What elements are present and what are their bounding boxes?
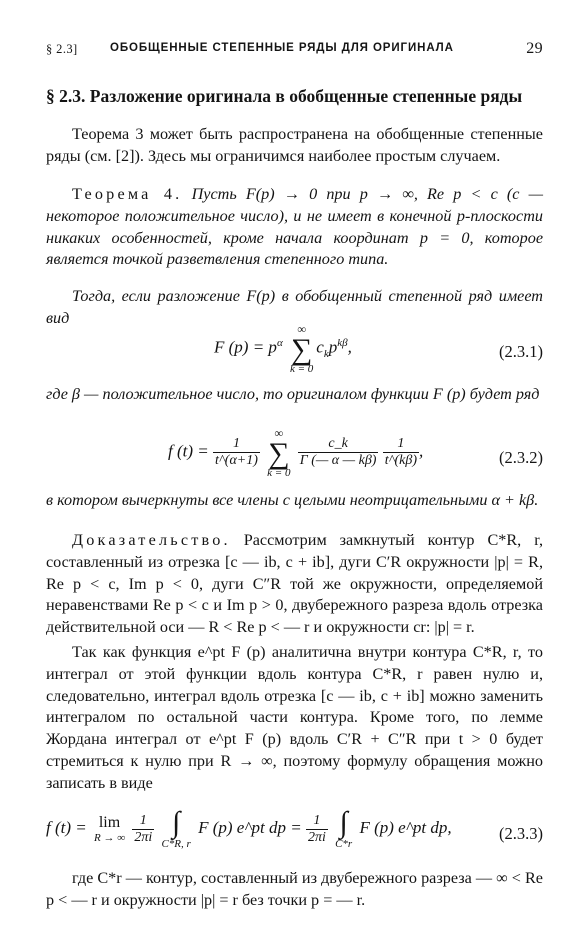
intro-paragraph: Теорема 3 может быть распространена на обобщенные степенные ряды (см. [2]). Здесь мы ограничимся наиболее простым случаем. bbox=[46, 125, 543, 165]
continuation-paragraph: Так как функция e^pt F (p) аналитична внутри контура C*R, r, то интеграл от этой функции вдоль контура C*R, r равен нулю и, следовательно, интеграл вдоль отрезка [c — ib, c + ib] можно заменить интегралом по остальной части контура. Кроме того, по лемме Жордана интеграл от e^pt F (p) вдоль C′R + C″R при t > 0 будет стремиться к нулю при R → ∞, поэтому формулу обращения можно записать в виде bbox=[46, 643, 543, 792]
proof-label: Доказательство. bbox=[72, 531, 231, 549]
after-eq2-paragraph: в котором вычеркнуты все члены с целыми неотрицательными α + kβ. bbox=[46, 491, 539, 509]
section-heading: § 2.3. Разложение оригинала в обобщенные степенные ряды bbox=[46, 86, 523, 106]
eq1-summation: ∞ ∑ k = 0 bbox=[289, 322, 314, 375]
eq1-expression: F $(p) = p^\alpha$ ∞ ∑ k = 0 $c_kp^{k\beta}$, bbox=[214, 322, 352, 375]
proof-paragraph bbox=[46, 530, 543, 639]
header-section: § 2.3] bbox=[46, 42, 78, 56]
where-paragraph: где β — положительное число, то оригиналом функции F (p) будет ряд bbox=[46, 385, 540, 403]
eq3-expression: f (t) = lim R → ∞ $\frac{1}{2\pi i}$ ∫ C*R, r F (p) e^pt dp = $\frac{1}{2\pi i}$ ∫ C*r F (p) e^pt dp, bbox=[46, 806, 452, 850]
eq3-limit: lim R → ∞ bbox=[94, 814, 126, 844]
theorem-paragraph bbox=[46, 184, 543, 271]
eq3-frac2: $\frac{1}{2\pi i}$ bbox=[307, 812, 326, 845]
theorem-text: Пусть F(p) → 0 при p → ∞, Re p < c (c — некоторое положительное число), и не имеет в конечной p-плоскости никаких особенностей, кроме начала координат p = 0, которое является точкой разветвления степенного типа. bbox=[46, 185, 544, 269]
page-number: 29 bbox=[526, 40, 543, 57]
eq3-number: (2.3.3) bbox=[499, 824, 543, 843]
equation-2-3-1 bbox=[46, 318, 543, 386]
eq2-expression: f (t) = $\frac{1}{t\^{}(\alpha+1)}$ ∞ ∑ k = 0 $\frac{c\_k}{\Gamma (— \alpha — k\beta)}$ $\frac{1}{t\^{}(k\beta)}$ , bbox=[168, 426, 424, 479]
eq2-frac2: $\frac{c\_k}{\Gamma (— \alpha — k\beta)}$ bbox=[299, 436, 377, 468]
theorem-label: Теорема 4. bbox=[72, 185, 183, 203]
running-header bbox=[46, 40, 543, 60]
eq2-frac3: $\frac{1}{t\^{}(k\beta)}$ bbox=[384, 436, 418, 468]
eq3-frac1: $\frac{1}{2\pi i}$ bbox=[134, 812, 153, 845]
eq1-number: (2.3.1) bbox=[499, 342, 543, 361]
theorem-continuation: Тогда, если разложение F(p) в обобщенный степенной ряд имеет вид bbox=[46, 287, 543, 327]
eq3-integral2: ∫ C*r bbox=[335, 806, 353, 850]
eq2-frac1: $\frac{1}{t\^{}(\alpha+1)}$ bbox=[215, 436, 258, 468]
eq2-number: (2.3.2) bbox=[499, 448, 543, 467]
final-paragraph: где C*r — контур, составленный из двубережного разреза — ∞ < Re p < — r и окружности |p| = r без точки p = — r. bbox=[46, 869, 543, 909]
proof-text: Рассмотрим замкнутый контур C*R, r, составленный из отрезка [c — ib, c + ib], дуги C′R окружности |p| = R, Re p < c, Im p < 0, дуги C″R той же окружности, определяемой неравенствами Re p < c и Im p > 0, двубережного разреза вдоль отрезка действительной оси — R < Re p < — r и окружности cr: |p| = r. bbox=[46, 531, 543, 637]
equation-2-3-3 bbox=[46, 806, 543, 876]
eq2-summation: ∞ ∑ k = 0 bbox=[267, 426, 291, 479]
eq3-integral1: ∫ C*R, r bbox=[161, 806, 191, 850]
equation-2-3-2 bbox=[46, 422, 543, 494]
header-title: ОБОБЩЕННЫЕ СТЕПЕННЫЕ РЯДЫ ДЛЯ ОРИГИНАЛА bbox=[110, 42, 454, 54]
